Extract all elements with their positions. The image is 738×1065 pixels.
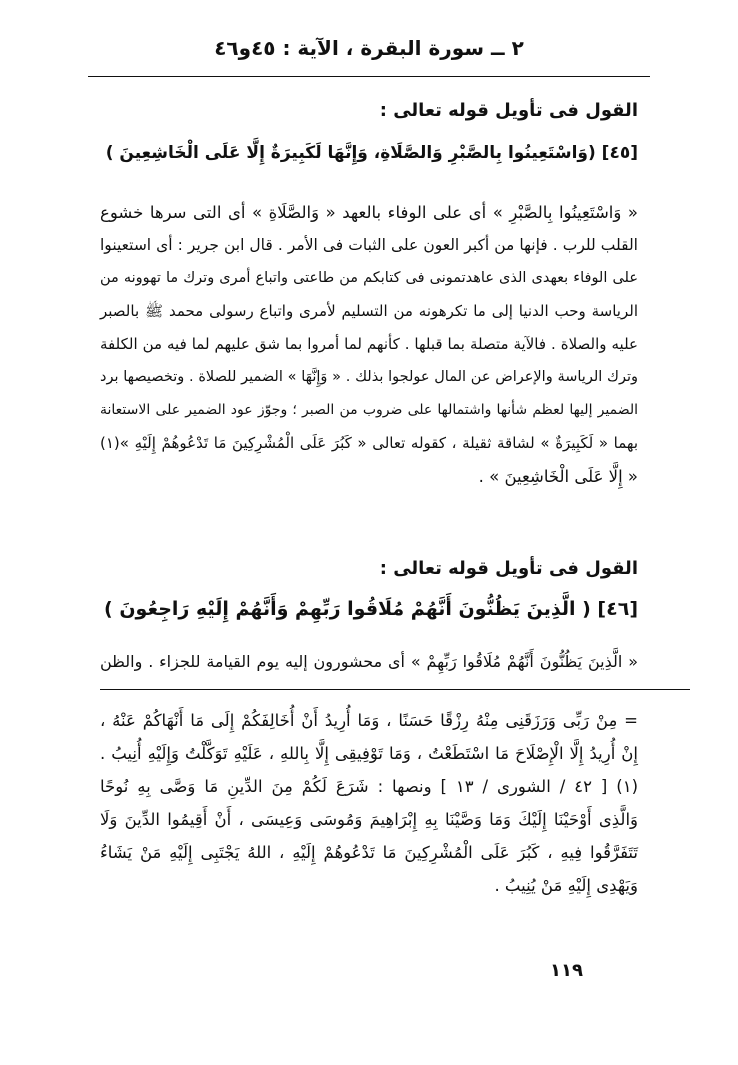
commentary-line: الضمير إليها لعظم شأنها واشتمالها على ضروب من الصبر ؛ وجوّز عود الضمير على الاستعانة [100,402,638,418]
commentary-line: القلب للرب . فإنها من أكبر العون على الثبات فى الأمر . قال ابن جرير : أى استعينوا [100,236,638,254]
commentary-line: « الَّذِينَ يَظُنُّونَ أَنَّهُمْ مُلَاقُوا رَبِّهِمْ » أى محشورون إليه يوم القيامة للجزاء . والظن [100,652,638,671]
footnotes [100,704,638,902]
footnote-divider [100,689,690,690]
footnote-line: = مِنْ رَبِّى وَرَزَقَنِى مِنْهُ رِزْقًا حَسَنًا ، وَمَا أُرِيدُ أَنْ أُخَالِفَكُمْ إِلَى مَا أَنْهَاكُمْ عَنْهُ ، [100,711,638,730]
section-heading-46: القول فى تأويل قوله تعالى : [379,558,638,579]
running-header: ٢ ــ سورة البقرة ، الآية : ٤٥و٤٦ [214,36,524,60]
commentary-line: بهما « لَكَبِيرَةٌ » لشاقة ثقيلة ، كقوله تعالى « كَبُرَ عَلَى الْمُشْرِكِينَ مَا تَدْعُوهُمْ إِلَيْهِ »(١) [100,434,638,452]
footnote-line: تَتَفَرَّقُوا فِيهِ ، كَبُرَ عَلَى الْمُشْرِكِينَ مَا تَدْعُوهُمْ إِلَيْهِ ، اللهُ يَجْتَبِى إِلَيْهِ مَنْ يَشَاءُ [100,843,638,862]
section-heading-45: القول فى تأويل قوله تعالى : [379,100,638,121]
page-number: ١١٩ [550,960,583,981]
verse-46: [٤٦] ( الَّذِينَ يَظُنُّونَ أَنَّهُمْ مُلَاقُوا رَبِّهِمْ وَأَنَّهُمْ إِلَيْهِ رَاجِعُونَ ) [104,598,638,620]
commentary-line: « إِلَّا عَلَى الْخَاشِعِينَ » . [478,467,638,486]
commentary-line: عليه والصلاة . فالآية متصلة بما قبلها . كأنهم لما أمروا بما شق عليهم لما فيه من الكلفة [100,335,638,353]
commentary-line: « وَاسْتَعِينُوا بِالصَّبْرِ » أى على الوفاء بالعهد « وَالصَّلَاةِ » أى التى سرها خشوع [100,203,638,222]
verse-45: [٤٥] (وَاسْتَعِينُوا بِالصَّبْرِ وَالصَّلَاةِ، وَإِنَّهَا لَكَبِيرَةٌ إِلَّا عَلَى الْخَاشِعِينَ ) [105,143,638,163]
commentary-45 [100,196,638,493]
commentary-line: وترك الرياسة والإعراض عن المال عولجوا بذلك . « وَإِنَّهَا » الضمير للصلاة . وتخصيصها برد [100,369,638,385]
header-divider [88,76,650,77]
commentary-46 [100,645,638,678]
footnote-line: (١) [ ٤٢ / الشورى / ١٣ ] ونصها : شَرَعَ لَكُمْ مِنَ الدِّينِ مَا وَصَّى بِهِ نُوحًا [100,777,638,796]
footnote-line: وَيَهْدِى إِلَيْهِ مَنْ يُنِيبُ . [494,876,638,895]
commentary-line: الرياسة وحب الدنيا إلى ما تكرهونه من التسليم لأمرى واتباع رسولى محمد ﷺ بالصبر [100,302,638,320]
footnote-line: إِنْ أُرِيدُ إِلَّا الْإِصْلَاحَ مَا اسْتَطَعْتُ ، وَمَا تَوْفِيقِى إِلَّا بِاللهِ ، عَلَيْهِ تَوَكَّلْتُ وَإِلَيْهِ أُنِيبُ . [100,744,638,763]
commentary-line: على الوفاء بعهدى الذى عاهدتمونى فى كتابكم من طاعتى واتباع أمرى وترك ما تهوونه من [100,270,638,286]
footnote-line: وَالَّذِى أَوْحَيْنَا إِلَيْكَ وَمَا وَصَّيْنَا بِهِ إِبْرَاهِيمَ وَمُوسَى وَعِيسَى ، أَنْ أَقِيمُوا الدِّينَ وَلَا [100,810,638,829]
